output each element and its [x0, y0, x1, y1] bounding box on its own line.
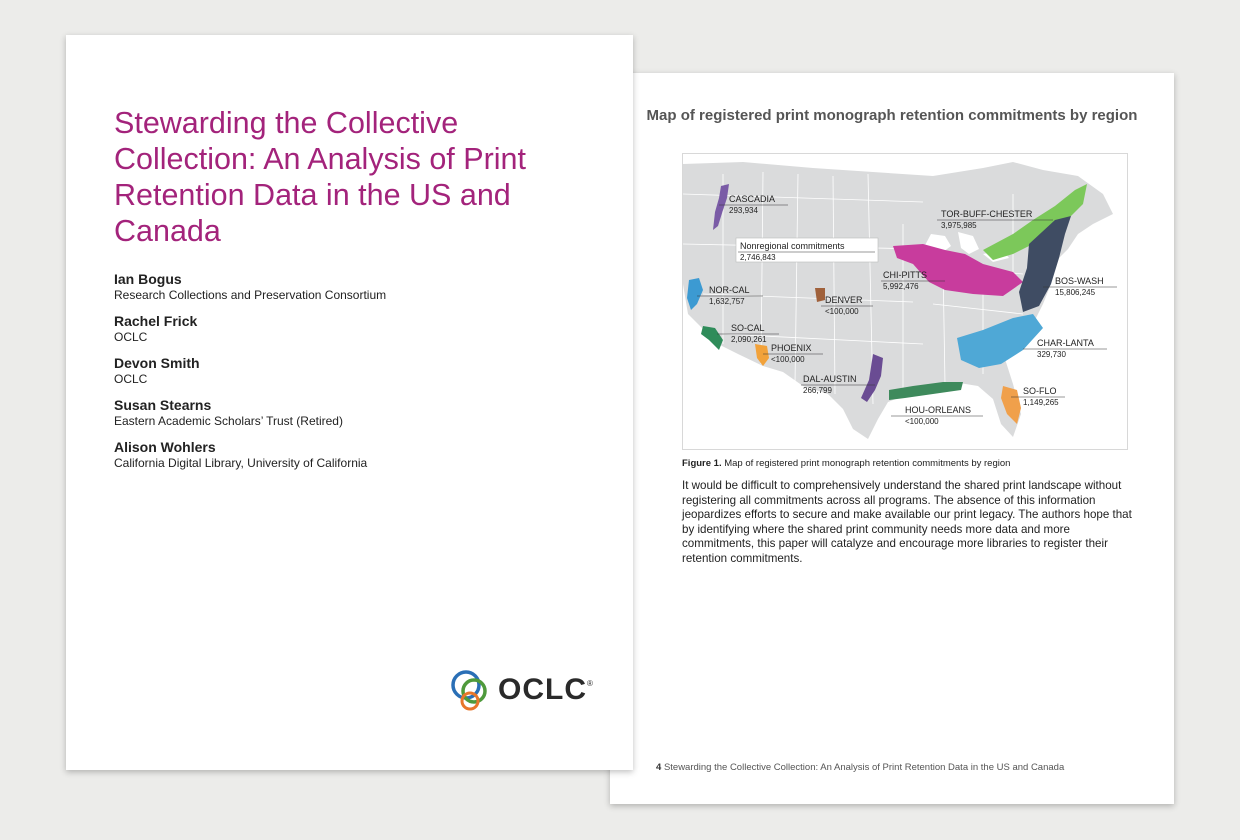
us-canada-map — [683, 154, 1127, 449]
author-name: Susan Stearns — [114, 397, 212, 413]
author-org: California Digital Library, University of California — [114, 456, 368, 470]
svg-text:BOS-WASH: BOS-WASH — [1055, 276, 1104, 286]
svg-text:5,992,476: 5,992,476 — [883, 282, 919, 291]
map-title: Map of registered print monograph retention commitments by region — [646, 107, 1138, 124]
author-org: OCLC — [114, 372, 148, 386]
svg-text:SO-CAL: SO-CAL — [731, 323, 765, 333]
figure-caption-label: Figure 1. — [682, 458, 722, 469]
svg-text:TOR-BUFF-CHESTER: TOR-BUFF-CHESTER — [941, 209, 1033, 219]
svg-text:NOR-CAL: NOR-CAL — [709, 285, 750, 295]
figure-caption-text: Map of registered print monograph retention commitments by region — [724, 458, 1011, 469]
svg-text:DAL-AUSTIN: DAL-AUSTIN — [803, 374, 857, 384]
oclc-rings-icon — [450, 667, 498, 713]
registered-mark: ® — [587, 679, 594, 688]
svg-text:PHOENIX: PHOENIX — [771, 343, 812, 353]
page-footer — [656, 762, 1064, 773]
svg-text:HOU-ORLEANS: HOU-ORLEANS — [905, 405, 972, 415]
svg-text:2,746,843: 2,746,843 — [740, 253, 776, 262]
svg-text:CHAR-LANTA: CHAR-LANTA — [1037, 338, 1094, 348]
svg-text:DENVER: DENVER — [825, 295, 863, 305]
svg-text:266,799: 266,799 — [803, 386, 832, 395]
map-label-bos-wash — [1043, 276, 1117, 297]
author-name: Devon Smith — [114, 355, 200, 371]
svg-text:CASCADIA: CASCADIA — [729, 194, 776, 204]
report-page-4 — [610, 73, 1174, 804]
map-label-hou-orleans — [891, 405, 983, 426]
body-paragraph: It would be difficult to comprehensively understand the shared print landscape without registering all commitments across all programs. The absence of this information jeopardizes efforts to secure and make available our print legacy. The authors hope that by identifying where the shared print community needs more data and more commitments, this paper will catalyze and encourage more libraries to register their retention commitments. — [682, 479, 1132, 565]
svg-text:329,730: 329,730 — [1037, 350, 1066, 359]
author-list — [114, 271, 584, 481]
svg-text:Nonregional commitments: Nonregional commitments — [740, 241, 845, 251]
author-name: Ian Bogus — [114, 271, 182, 287]
oclc-wordmark-text: OCLC — [498, 673, 587, 706]
report-title: Stewarding the Collective Collection: An Analysis of Print Retention Data in the US and Canada — [114, 106, 526, 248]
report-cover-page — [66, 35, 633, 770]
author-entry — [114, 313, 584, 345]
retention-map — [682, 153, 1128, 450]
author-name: Alison Wohlers — [114, 439, 216, 455]
svg-text:<100,000: <100,000 — [771, 355, 805, 364]
author-org: Research Collections and Preservation Consortium — [114, 288, 387, 302]
oclc-logo — [450, 667, 594, 715]
svg-text:1,149,265: 1,149,265 — [1023, 398, 1059, 407]
oclc-wordmark — [498, 673, 594, 707]
author-org: OCLC — [114, 330, 148, 344]
author-name: Rachel Frick — [114, 313, 198, 329]
author-entry — [114, 397, 584, 429]
author-org: Eastern Academic Scholars’ Trust (Retired) — [114, 414, 343, 428]
footer-title: Stewarding the Collective Collection: An Analysis of Print Retention Data in the US and Canada — [663, 762, 1065, 773]
figure-caption — [682, 458, 1128, 469]
svg-text:<100,000: <100,000 — [905, 417, 939, 426]
svg-text:1,632,757: 1,632,757 — [709, 297, 745, 306]
author-entry — [114, 355, 584, 387]
page-number: 4 — [656, 762, 662, 773]
author-entry — [114, 271, 584, 303]
author-entry — [114, 439, 584, 471]
svg-text:SO-FLO: SO-FLO — [1023, 386, 1057, 396]
svg-text:293,934: 293,934 — [729, 206, 758, 215]
svg-text:CHI-PITTS: CHI-PITTS — [883, 270, 927, 280]
map-label-nonregional — [736, 238, 878, 262]
map-label-char-lanta — [1023, 338, 1107, 359]
svg-text:3,975,985: 3,975,985 — [941, 221, 977, 230]
svg-text:2,090,261: 2,090,261 — [731, 335, 767, 344]
svg-text:<100,000: <100,000 — [825, 307, 859, 316]
svg-text:15,806,245: 15,806,245 — [1055, 288, 1096, 297]
